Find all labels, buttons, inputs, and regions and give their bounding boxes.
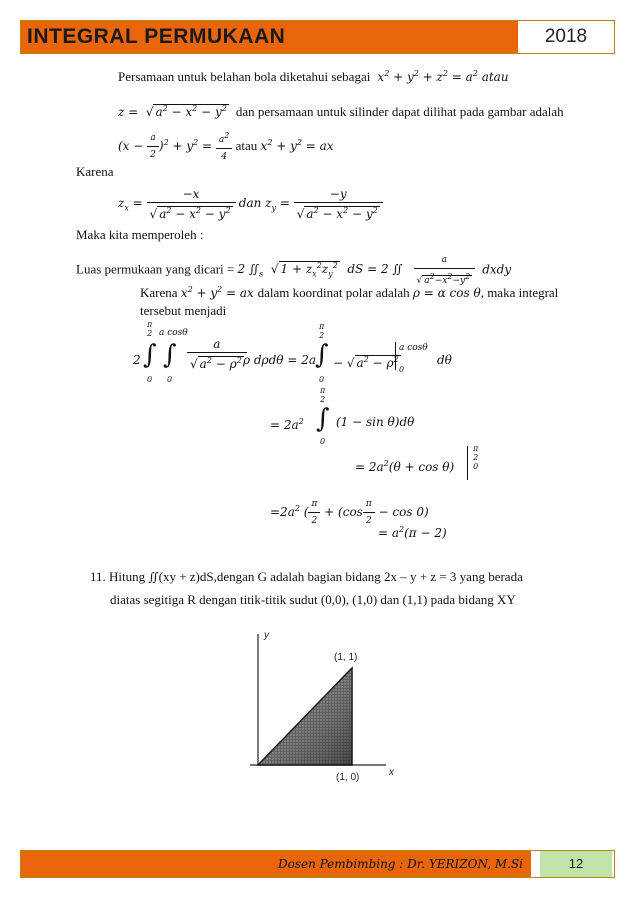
point-label-top: (1, 1)	[334, 652, 358, 663]
eq-step-3: = $2a^2(\theta + \cos \theta)$ π 2 0	[355, 456, 454, 475]
text-polar-2: tersebut menjadi	[140, 303, 227, 318]
page-footer	[20, 850, 615, 878]
word-atau: atau	[235, 138, 258, 153]
question-number: 11.	[90, 569, 106, 584]
eq-cylinder: (x − $\frac{a}{2}$ )$^2 + y^2$ = $\frac{a^2}{4}$	[118, 139, 232, 153]
header-year: 2018	[544, 26, 588, 47]
footer-supervisor: Dosen Pembimbing : Dr. YERIZON, M.Si	[21, 851, 531, 877]
question-11-line-1: 11. Hitung ∬(xy + z)dS,dengan G adalah bagian bidang 2x – y + z = 3 yang berada	[90, 569, 523, 584]
x-axis-label: x	[389, 767, 394, 778]
paragraph-cylinder: dan persamaan untuk silinder dapat dilihat pada gambar adalah	[235, 104, 564, 119]
page-number: 12	[540, 851, 612, 877]
header-title: INTEGRAL PERMUKAAN	[21, 21, 518, 53]
page-header	[20, 20, 615, 54]
label-karena: Karena	[76, 164, 114, 179]
eq-z-hemisphere: z = √ $a^2 - x^2 - y^2$	[118, 104, 227, 119]
label-maka: Maka kita memperoleh :	[76, 227, 204, 242]
eq-partials: $z_x$ = $\frac{-x}{√ a^2 - x^2 - y^2}$ dan $z_y$ = $\frac{-y}{√ a^2 - x^2 - y^2}$	[118, 186, 383, 222]
eq-luas: Luas permukaan yang dicari = 2 $∬_s$ √ $1 + z_x^2z_y^2$ dS = 2 ∬ $\frac{a}{√ a^2-x^2-y^2}$ dxdy	[76, 252, 511, 289]
text-polar-1: Karena $x^2 + y^2$ = ax dalam koordinat polar adalah ρ = α cos θ, maka integral	[140, 285, 559, 300]
text-line-1	[118, 66, 509, 85]
point-label-bottom: (1, 0)	[336, 772, 360, 783]
luas-label: Luas permukaan yang dicari =	[76, 261, 235, 277]
eq-step-4: $=2a^2$ ( $\frac{\pi}{2}$ + (cos $\frac{\pi}{2}$ − cos 0)	[270, 496, 429, 529]
eq-sphere: $x^2 + y^2 + z^2 = a^2$ atau	[373, 69, 509, 84]
y-axis-label: y	[264, 630, 269, 641]
text-line-3	[118, 128, 334, 165]
text-line-2	[118, 101, 564, 120]
question-11-line-2: diatas segitiga R dengan titik-titik sudut (0,0), (1,0) dan (1,1) pada bidang XY	[110, 592, 516, 607]
paragraph-hemisphere-intro: Persamaan untuk belahan bola diketahui sebagai	[118, 69, 371, 84]
triangle-figure	[236, 620, 406, 790]
eq-cylinder-alt: $x^2 + y^2$ = ax	[260, 138, 334, 153]
eq-result: = $a^2(\pi - 2)$	[378, 525, 447, 540]
